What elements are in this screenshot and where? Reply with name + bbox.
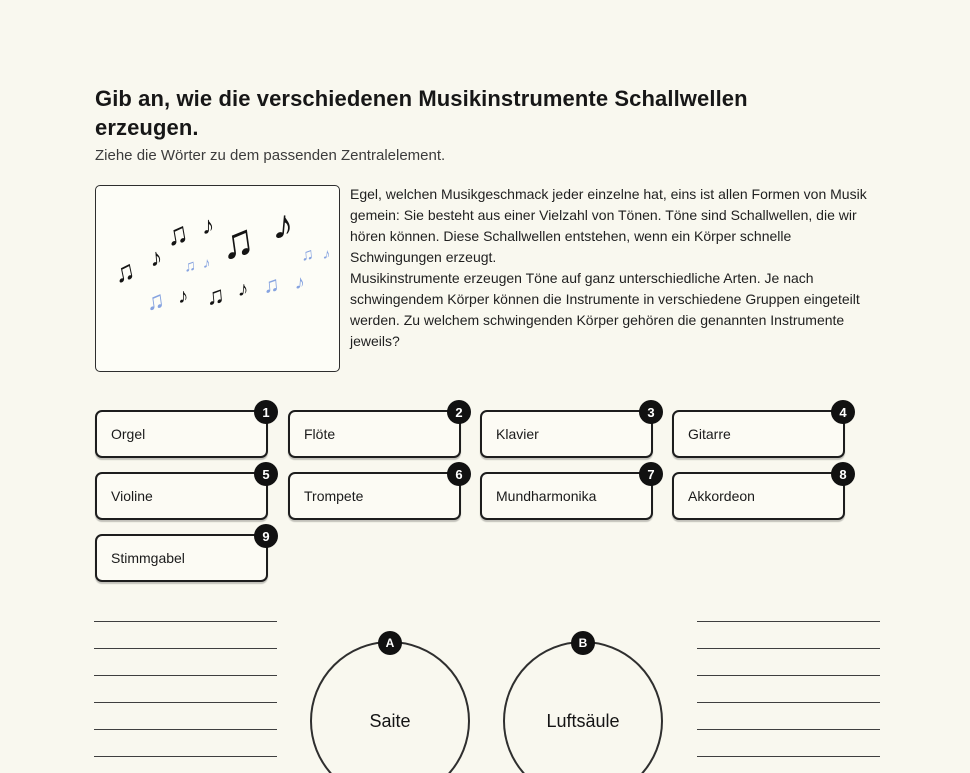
ruled-line <box>94 730 277 757</box>
word-number-badge: 5 <box>254 462 278 486</box>
word-number-badge: 6 <box>447 462 471 486</box>
zone-letter-badge: A <box>378 631 402 655</box>
eighth-note-icon: ♪ <box>178 285 189 308</box>
ruled-line <box>697 595 880 622</box>
page-title: Gib an, wie die verschiedenen Musikinstrumente Schallwellen erzeugen. <box>95 86 748 140</box>
beamed-notes-icon: ♫ <box>163 216 192 253</box>
word-card-floete[interactable] <box>288 404 463 458</box>
eighth-note-icon: ♪ <box>148 243 164 273</box>
answer-lines-right <box>697 595 880 757</box>
word-number-badge: 1 <box>254 400 278 424</box>
word-label: Violine <box>111 488 153 504</box>
answer-lines-left <box>94 595 277 757</box>
word-label: Flöte <box>304 426 336 442</box>
drop-zone-saite[interactable] <box>310 636 470 773</box>
word-label: Klavier <box>496 426 539 442</box>
word-card-violine[interactable] <box>95 466 270 520</box>
eighth-note-icon: ♪ <box>294 271 306 295</box>
ruled-line <box>94 676 277 703</box>
beamed-notes-icon: ♫ <box>204 281 226 311</box>
word-number-badge: 4 <box>831 400 855 424</box>
ruled-line <box>697 649 880 676</box>
zone-letter-badge: B <box>571 631 595 655</box>
music-notes-image <box>95 185 340 372</box>
beamed-notes-icon: ♫ <box>261 271 281 298</box>
eighth-note-icon: ♪ <box>202 254 212 273</box>
drop-zone-luftsaeule[interactable] <box>503 636 663 773</box>
word-label: Gitarre <box>688 426 731 442</box>
word-number-badge: 9 <box>254 524 278 548</box>
word-number-badge: 7 <box>639 462 663 486</box>
word-card-orgel[interactable] <box>95 404 270 458</box>
word-card-klavier[interactable] <box>480 404 655 458</box>
ruled-line <box>94 595 277 622</box>
word-label: Trompete <box>304 488 364 504</box>
eighth-note-icon: ♪ <box>321 245 332 264</box>
beamed-notes-icon: ♫ <box>300 244 315 265</box>
word-card-akkordeon[interactable] <box>672 466 847 520</box>
ruled-line <box>697 622 880 649</box>
word-label: Orgel <box>111 426 146 442</box>
word-card-mundharmonika[interactable] <box>480 466 655 520</box>
word-number-badge: 2 <box>447 400 471 424</box>
description-paragraph-2: Musikinstrumente erzeugen Töne auf ganz unterschiedliche Arten. Je nach schwingendem Körper können die Instrumente in verschiedene Gruppen eingeteilt werden. Zu welchem schwingenden Körper gehören die genannten Instrumente jeweils? <box>350 270 860 349</box>
ruled-line <box>94 649 277 676</box>
word-label: Stimmgabel <box>111 550 185 566</box>
word-number-badge: 8 <box>831 462 855 486</box>
zone-label: Saite <box>369 710 411 731</box>
word-card-stimmgabel[interactable] <box>95 528 270 582</box>
ruled-line <box>94 622 277 649</box>
word-card-gitarre[interactable] <box>672 404 847 458</box>
eighth-note-icon: ♪ <box>271 200 297 249</box>
ruled-line <box>94 703 277 730</box>
beamed-notes-icon: ♫ <box>144 285 167 317</box>
description-text <box>350 184 880 352</box>
ruled-line <box>697 676 880 703</box>
eighth-note-icon: ♪ <box>237 277 250 302</box>
ruled-line <box>697 703 880 730</box>
word-number-badge: 3 <box>639 400 663 424</box>
word-label: Mundharmonika <box>496 488 597 504</box>
beamed-notes-icon: ♫ <box>216 212 258 270</box>
eighth-note-icon: ♪ <box>202 212 215 240</box>
word-card-trompete[interactable] <box>288 466 463 520</box>
beamed-notes-icon: ♫ <box>183 257 197 276</box>
instruction-text: Ziehe die Wörter zu dem passenden Zentralelement. <box>95 147 446 164</box>
beamed-notes-icon: ♫ <box>110 254 138 289</box>
description-paragraph-1: Egel, welchen Musikgeschmack jeder einzelne hat, eins ist allen Formen von Musik gemein: Sie besteht aus einer Vielzahl von Tönen. Töne sind Schallwellen, die wir hören können. Diese Schallwellen entstehen, wenn ein Körper schnelle Schwingungen erzeugt. <box>350 186 867 265</box>
ruled-line <box>697 730 880 757</box>
zone-label: Luftsäule <box>546 710 620 731</box>
word-label: Akkordeon <box>688 488 755 504</box>
